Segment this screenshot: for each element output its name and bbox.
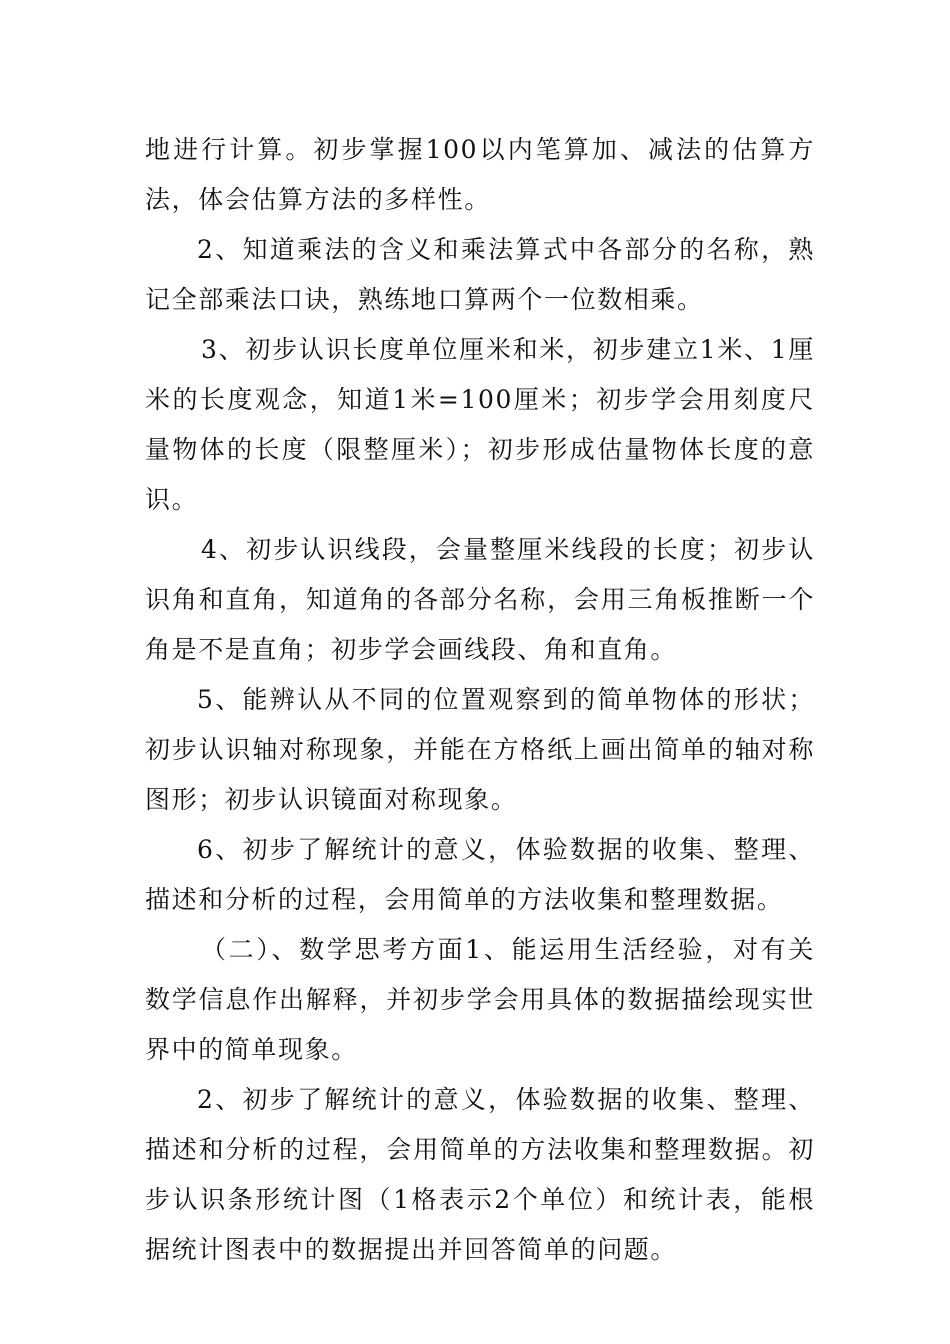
document-body — [145, 125, 815, 1275]
paragraph-item-3: 3、初步认识长度单位厘米和米，初步建立1米、1厘米的长度观念，知道1米=100厘米；初步学会用刻度尺量物体的长度（限整厘米）；初步形成估量物体长度的意识。 — [145, 335, 815, 514]
paragraph-item-4: 4、初步认识线段，会量整厘米线段的长度；初步认识角和直角，知道角的各部分名称，会用三角板推断一个角是不是直角；初步学会画线段、角和直角。 — [145, 535, 815, 664]
paragraph-continuation: 地进行计算。初步掌握100以内笔算加、减法的估算方法，体会估算方法的多样性。 — [145, 135, 815, 214]
paragraph-section-2-item-2: 2、初步了解统计的意义，体验数据的收集、整理、描述和分析的过程，会用简单的方法收集和整理数据。初步认识条形统计图（1格表示2个单位）和统计表，能根据统计图表中的数据提出并回答简单的问题。 — [145, 1085, 815, 1264]
paragraph-section-2: （二）、数学思考方面1、能运用生活经验，对有关数学信息作出解释，并初步学会用具体的数据描绘现实世界中的简单现象。 — [145, 935, 815, 1064]
paragraph-item-6: 6、初步了解统计的意义，体验数据的收集、整理、描述和分析的过程，会用简单的方法收集和整理数据。 — [145, 835, 815, 914]
paragraph-item-5: 5、能辨认从不同的位置观察到的简单物体的形状；初步认识轴对称现象，并能在方格纸上画出简单的轴对称图形；初步认识镜面对称现象。 — [145, 685, 815, 814]
paragraph-item-2: 2、知道乘法的含义和乘法算式中各部分的名称，熟记全部乘法口诀，熟练地口算两个一位数相乘。 — [145, 235, 815, 314]
